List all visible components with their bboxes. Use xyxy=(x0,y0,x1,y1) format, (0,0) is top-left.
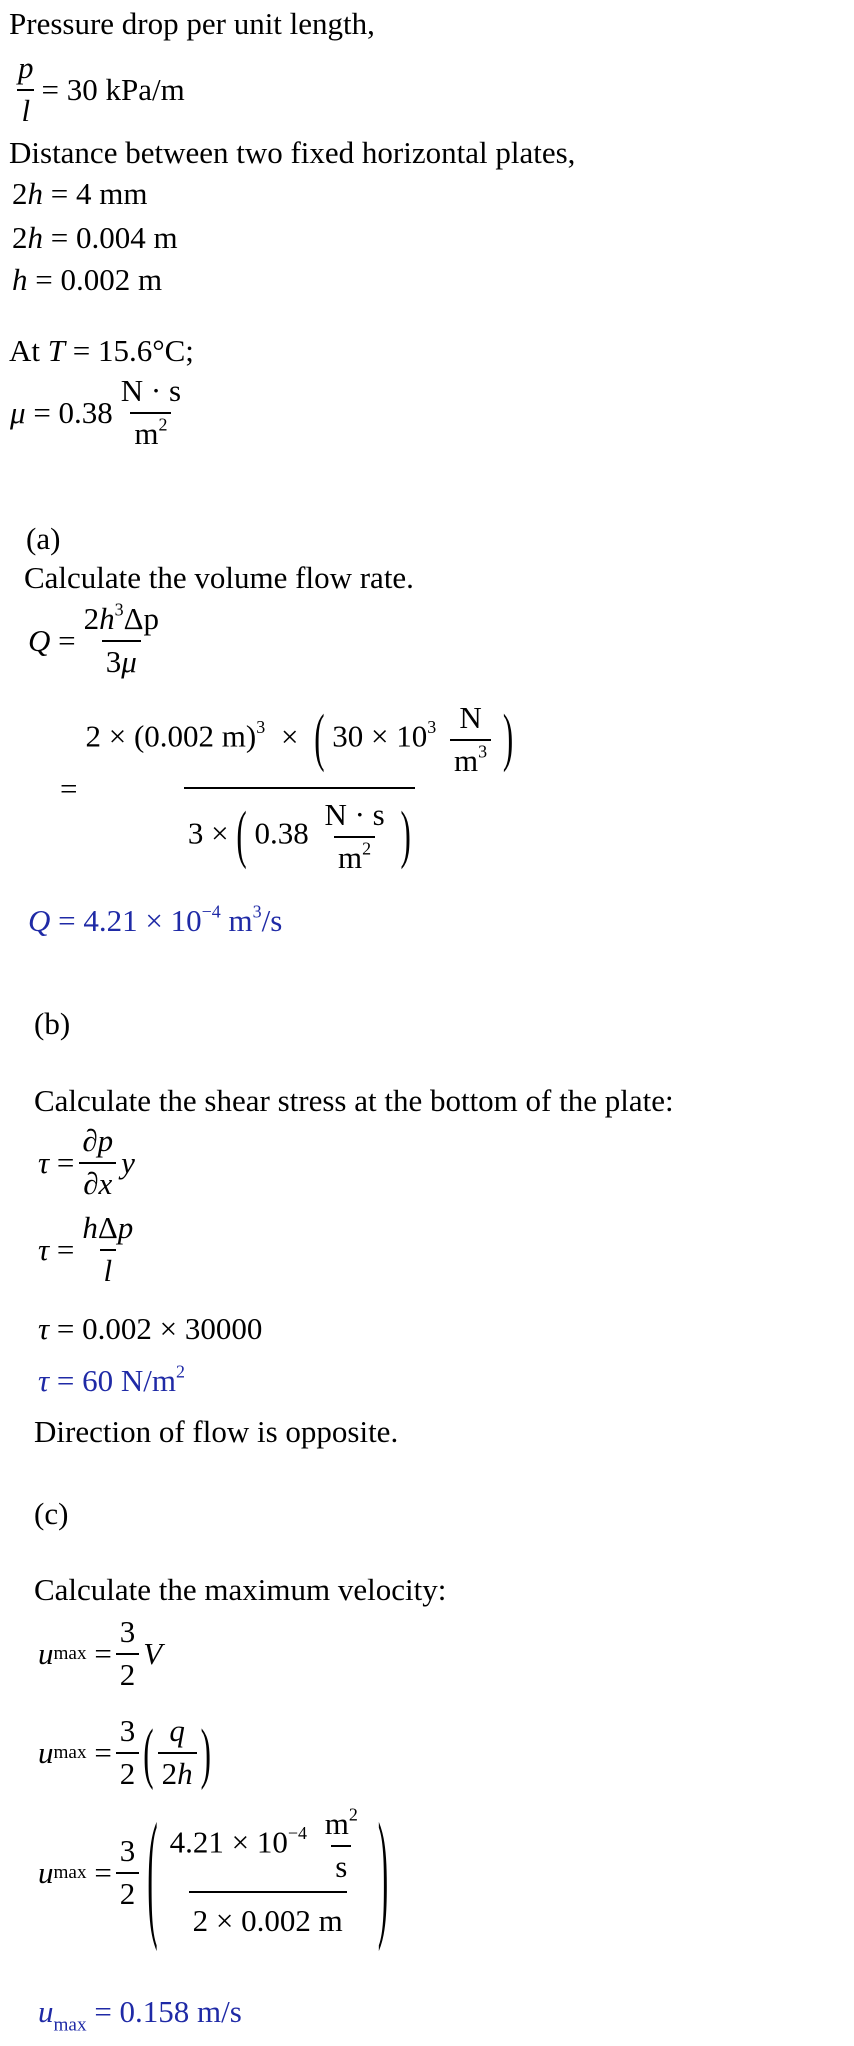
plates-distance-label: Distance between two fixed horizontal plates, xyxy=(9,135,576,170)
max-velocity-formula-2: u max = $\frac{3}{2}$ ( $\frac{q}{2h}$ ) xyxy=(38,1713,211,1792)
temperature-line: At T = 15.6°C; xyxy=(9,333,194,368)
flow-rate-formula: Q = $\frac{2h^3\Delta p}{3\mu}$ xyxy=(28,599,160,679)
part-a-heading: Calculate the volume flow rate. xyxy=(24,560,414,595)
eq-2h-mm: 2h = 4 mm xyxy=(12,176,148,211)
shear-stress-formula-1: τ = $\frac{\partial p}{\partial x}$ y xyxy=(38,1123,135,1201)
eq-2h-m: 2h = 0.004 m xyxy=(12,220,178,255)
direction-note: Direction of flow is opposite. xyxy=(34,1414,399,1449)
shear-stress-formula-2: τ = $\frac{\text{hΔp}}{l}$ xyxy=(38,1210,134,1288)
pressure-gradient-equation: $\frac{p}{l}$ = 30 kPa/m xyxy=(18,50,185,128)
part-a-label: (a) xyxy=(26,521,61,556)
pressure-drop-label: Pressure drop per unit length, xyxy=(9,6,375,41)
max-velocity-result: $u_{max} = 0.158$ m/s xyxy=(38,1994,242,2036)
flow-rate-substitution: = 2 × (0.002 m)$^3$ × ( $30 \times 10^3$ $\frac{N}{m^3}$ ) 3 × ( 0.38 $\frac{N \cdot s}{m^2}$ ) xyxy=(60,699,514,875)
max-velocity-formula-1: u max = $\frac{3}{2}$ V xyxy=(38,1614,163,1692)
part-c-heading: Calculate the maximum velocity: xyxy=(34,1572,447,1607)
flow-rate-result: $Q = 4.21 \times 10^{-4}$ $m^3/s$ xyxy=(28,901,283,938)
shear-stress-substitution: τ = 0.002 × 30000 xyxy=(38,1311,263,1346)
eq-h-m: h = 0.002 m xyxy=(12,262,163,297)
shear-stress-result: τ = 60 $N/m^2$ xyxy=(38,1361,185,1398)
part-c-label: (c) xyxy=(34,1496,69,1531)
max-velocity-substitution: u max = $\frac{3}{2}$ ( $4.21 \times 10^{-4}$ $\frac{m^2}{s}$ 2 × 0.002 m ) xyxy=(38,1792,389,1954)
part-b-label: (b) xyxy=(34,1006,71,1041)
viscosity-equation: μ = 0.38 $\frac{N \cdot s}{m^2}$ xyxy=(10,373,182,451)
part-b-heading: Calculate the shear stress at the bottom of the plate: xyxy=(34,1083,674,1118)
